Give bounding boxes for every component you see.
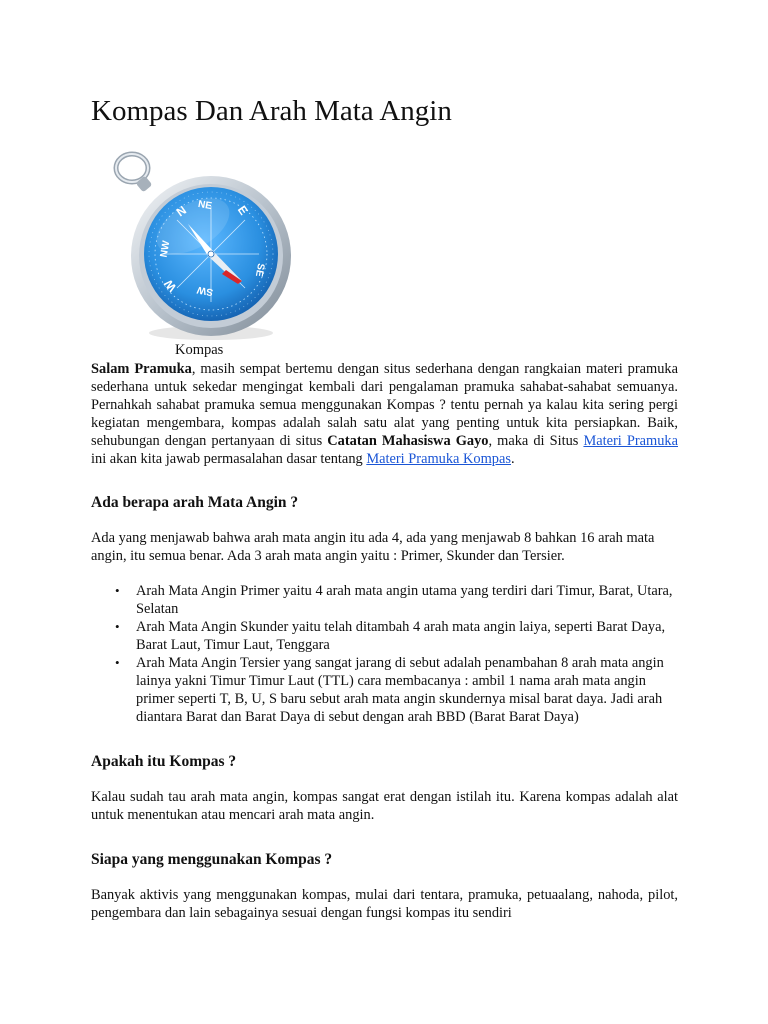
figure-caption: Kompas [175, 342, 224, 358]
intro-text-2: , maka di Situs [488, 433, 584, 449]
intro-lead: Salam Pramuka [91, 361, 192, 377]
list-item-text: Arah Mata Angin Tersier yang sangat jarang di sebut adalah penambahan 8 arah mata angin lainya yakni Timur Timur Laut (TTL) cara membacanya : ambil 1 nama arah mata angin primer seperti T, B, U, S baru sebut arah mata angin skundernya misal barat daya. Jadi arah diantara Barat dan Barat Daya di sebut dengan arah BBD (Barat Barat Daya) [136, 655, 664, 725]
page-title: Kompas Dan Arah Mata Angin [91, 95, 452, 127]
bullet-marker: • [115, 583, 120, 598]
article-body [91, 360, 678, 922]
intro-text-3: ini akan kita jawab permasalahan dasar tentang [91, 451, 367, 467]
dial-label-n: N [173, 202, 189, 220]
link-materi-pramuka-kompas[interactable]: Materi Pramuka Kompas [366, 451, 511, 467]
intro-text-4: . [511, 451, 515, 467]
list-item [115, 582, 678, 618]
intro-text-1: , masih sempat bertemu dengan situs sederhana dengan rangkaian materi pramuka sederhana untuk sekedar mengingat kembali dari pengalaman pramuka sahabat-sahabat semuanya. Pernahkah sahabat pramuka semua menggunakan Kompas ? tentu pernah ya kalau kita sering pergi kegiatan mengembara, kompas adalah salah satu alat yang penting untuk kita persiapkan. Baik, sehubungan dengan pertanyaan di situs [91, 361, 678, 449]
intro-site-name: Catatan Mahasiswa Gayo [327, 433, 489, 449]
compass-icon [108, 148, 298, 343]
link-materi-pramuka[interactable]: Materi Pramuka [583, 433, 678, 449]
dial-label-nw: NW [158, 239, 173, 259]
dial-label-w: W [161, 276, 180, 295]
bullet-marker: • [115, 619, 120, 634]
heading-siapa-pengguna: Siapa yang menggunakan Kompas ? [91, 851, 333, 868]
heading-apakah-kompas: Apakah itu Kompas ? [91, 753, 237, 770]
paragraph-arah-mata-angin: Ada yang menjawab bahwa arah mata angin itu ada 4, ada yang menjawab 8 bahkan 16 arah mata angin, itu semua benar. Ada 3 arah mata angin yaitu : Primer, Skunder dan Tersier. [91, 530, 655, 564]
list-item [115, 618, 678, 654]
paragraph-apakah-kompas: Kalau sudah tau arah mata angin, kompas sangat erat dengan istilah itu. Karena kompas adalah alat untuk menentukan atau mencari arah mata angin. [91, 789, 678, 823]
heading-arah-mata-angin: Ada berapa arah Mata Angin ? [91, 494, 299, 511]
dial-label-sw: SW [196, 283, 214, 298]
bullet-list [91, 582, 678, 726]
dial-label-ne: NE [197, 198, 213, 213]
bullet-marker: • [115, 655, 120, 670]
intro-paragraph [91, 360, 678, 468]
dial-label-se: SE [252, 262, 267, 278]
list-item-text: Arah Mata Angin Skunder yaitu telah ditambah 4 arah mata angin laiya, seperti Barat Daya, Barat Laut, Timur Laut, Tenggara [136, 619, 666, 653]
paragraph-siapa-pengguna: Banyak aktivis yang menggunakan kompas, mulai dari tentara, pramuka, petuaalang, nahoda, pilot, pengembara dan lain sebagainya sesuai dengan fungsi kompas itu sendiri [91, 887, 678, 921]
compass-figure [108, 148, 298, 348]
list-item [115, 654, 678, 726]
list-item-text: Arah Mata Angin Primer yaitu 4 arah mata angin utama yang terdiri dari Timur, Barat, Utara, Selatan [136, 583, 673, 617]
dial-label-e: E [234, 203, 251, 218]
